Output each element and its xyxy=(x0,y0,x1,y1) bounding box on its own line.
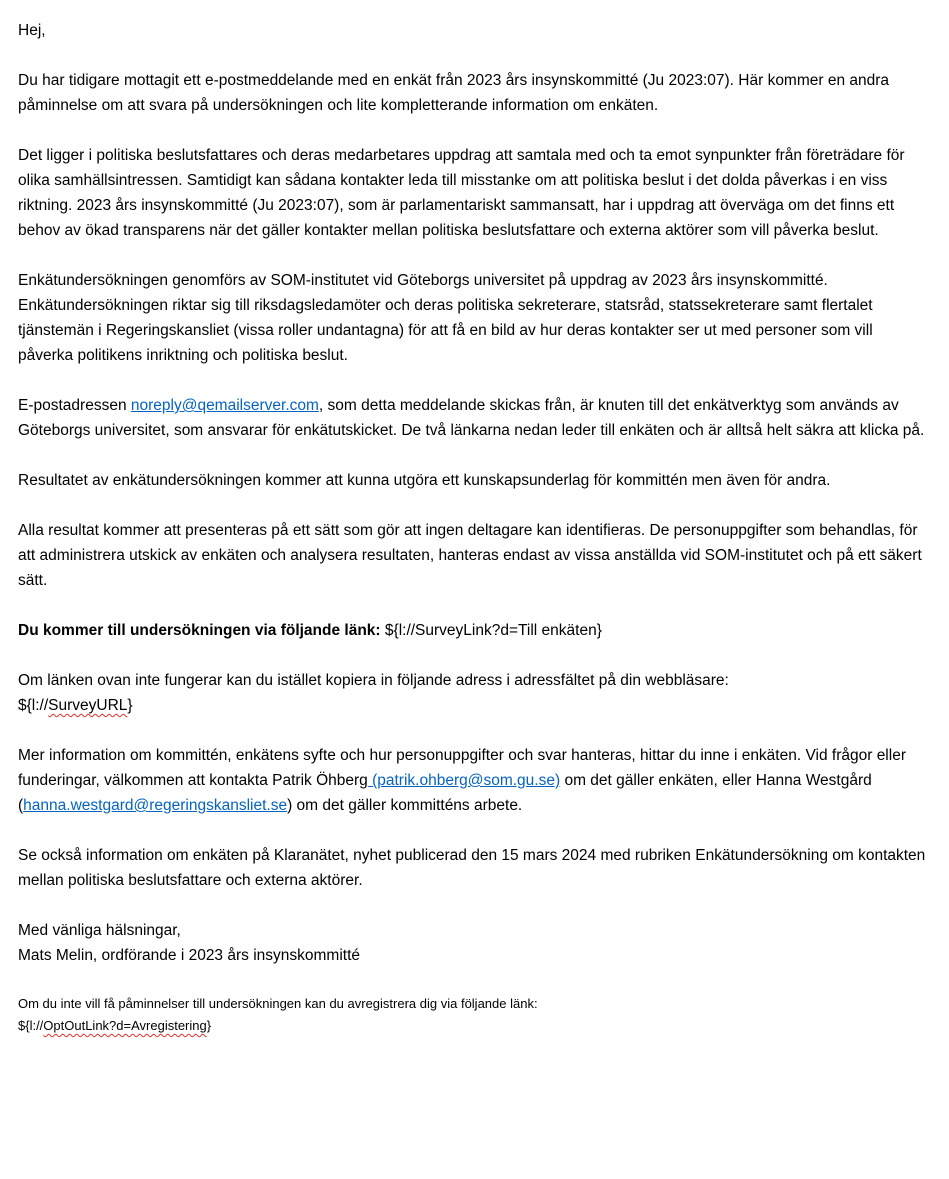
klaranatet-paragraph: Se också information om enkäten på Klaranätet, nyhet publicerad den 15 mars 2024 med rubriken Enkätundersökning om kontakten mellan politiska beslutsfattare och externa aktörer. xyxy=(18,847,926,889)
contact-text-3: ) om det gäller kommitténs arbete. xyxy=(287,797,523,814)
survey-link-paragraph xyxy=(18,618,930,643)
closing-regards: Med vänliga hälsningar, xyxy=(18,922,181,939)
optout-suffix: } xyxy=(206,1018,212,1033)
fallback-url-suffix: } xyxy=(127,697,133,714)
signature: Mats Melin, ordförande i 2023 års insynskommitté xyxy=(18,947,361,964)
sender-email-explanation: , som detta meddelande skickas från, är knuten till det enkätverktyg som används av Göteborgs universitet, som ansvarar för enkätutskicket. De två länkarna nedan leder till enkäten och är alltså helt säkra att klicka på. xyxy=(18,397,925,439)
sender-email-link[interactable]: noreply@qemailserver.com xyxy=(130,397,319,414)
fallback-url-paragraph xyxy=(18,668,930,718)
results-paragraph: Resultatet av enkätundersökningen kommer att kunna utgöra ett kunskapsunderlag för kommittén men även för andra. xyxy=(18,472,831,489)
sender-email-paragraph xyxy=(18,393,930,443)
contact-email-patrik[interactable]: (patrik.ohberg@som.gu.se) xyxy=(367,772,561,789)
optout-link-placeholder: OptOutLink?d=Avregistering xyxy=(43,1018,207,1033)
contact-text-2: om det gäller enkäten, eller Hanna Westgård ( xyxy=(18,772,872,814)
survey-link-placeholder: ${l://SurveyLink?d=Till enkäten} xyxy=(380,622,602,639)
greeting: Hej, xyxy=(18,22,46,39)
optout-prefix: ${l:// xyxy=(18,1018,44,1033)
survey-description-paragraph: Enkätundersökningen genomförs av SOM-institutet vid Göteborgs universitet på uppdrag av 2023 års insynskommitté. Enkätundersökningen riktar sig till riksdagsledamöter och deras politiska sekreterare, statsråd, statssekreterare samt flertalet tjänstemän i Regeringskansliet (vissa roller undantagna) för att få en bild av hur deras kontakter ser ut med personer som vill påverka politikens inriktning och politiska beslut. xyxy=(18,272,873,364)
intro-paragraph: Du har tidigare mottagit ett e-postmeddelande med en enkät från 2023 års insynskommitté (Ju 2023:07). Här kommer en andra påminnelse om att svara på undersökningen och lite kompletterande information om enkäten. xyxy=(18,72,890,114)
privacy-paragraph: Alla resultat kommer att presenteras på ett sätt som gör att ingen deltagare kan identifieras. De personuppgifter som behandlas, för att administrera utskick av enkäten och analysera resultaten, hanteras endast av vissa anställda vid SOM-institutet och på ett säkert sätt. xyxy=(18,522,922,589)
optout-paragraph xyxy=(18,993,930,1037)
survey-link-label: Du kommer till undersökningen via följande länk: xyxy=(18,622,381,639)
fallback-url-instruction: Om länken ovan inte fungerar kan du istället kopiera in följande adress i adressfältet på din webbläsare: xyxy=(18,672,729,689)
optout-instruction: Om du inte vill få påminnelser till undersökningen kan du avregistrera dig via följande länk: xyxy=(18,996,538,1011)
background-paragraph: Det ligger i politiska beslutsfattares och deras medarbetares uppdrag att samtala med och ta emot synpunkter från företrädare för olika samhällsintressen. Samtidigt kan sådana kontakter leda till misstanke om att politiska beslut i det dolda påverkas i en viss riktning. 2023 års insynskommitté (Ju 2023:07), som är parlamentariskt sammansatt, har i uppdrag att överväga om det finns ett behov av ökad transparens när det gäller kontakter mellan politiska beslutsfattare och externa aktörer som vill påverka beslut. xyxy=(18,147,905,239)
sender-email-intro: E-postadressen xyxy=(18,397,131,414)
fallback-url-placeholder: SurveyURL xyxy=(48,697,128,714)
contact-text-1: Mer information om kommittén, enkätens syfte och hur personuppgifter och svar hanteras, hittar du inne i enkäten. Vid frågor eller funderingar, välkommen att kontakta Patrik Öhberg xyxy=(18,747,906,789)
fallback-url-prefix: ${l:// xyxy=(18,697,49,714)
contact-email-hanna[interactable]: hanna.westgard@regeringskansliet.se xyxy=(23,797,288,814)
contact-paragraph xyxy=(18,743,930,818)
closing-paragraph xyxy=(18,918,930,968)
email-body xyxy=(18,18,930,1037)
